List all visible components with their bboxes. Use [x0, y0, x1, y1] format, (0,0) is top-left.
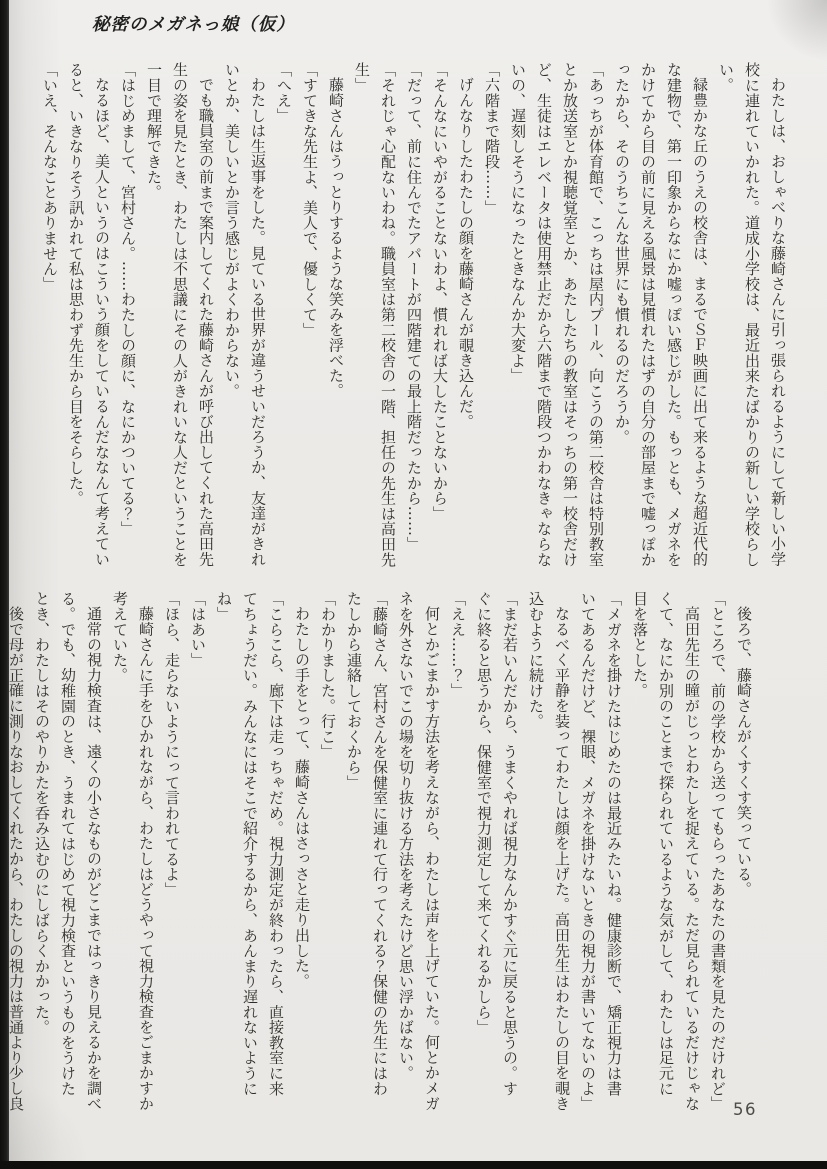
paragraph: 「だって、前に住んでたアパートが四階建ての最上階だったから……」 — [405, 62, 423, 552]
paragraph: 藤崎さんはうっとりするような笑みを浮べた。 — [327, 77, 345, 399]
paragraph: 「ところで、前の学校から送ってもらったあなたの書類を見たのだけれど」 — [709, 591, 727, 1112]
paragraph: 「いえ、そんなことありません」 — [41, 62, 59, 292]
paragraph: 緑豊かな丘のうえの校舎は、まるでＳＦ映画に出て来るような超近代的な建物で、第一印象からなにか嘘っぽい感じがした。もっとも、メガネをかけてから目の前に見える風景は見慣れたはずの自分の部屋まで嘘っぽかったから、そのうちこんな世界にも慣れるのだろうか。 — [613, 62, 709, 567]
paragraph: 「あっちが体育館で、こっちは屋内プール、向こうの第二校舎は特別教室とか放送室とか視聴覚室とか、あたしたちの教室はそっちの第一校舎だけど、生徒はエレベータは使用禁止だから六階まで階段つかわなきゃならないの、遅刻しそうになったときなんか大変よ」 — [509, 62, 605, 567]
paragraph: 「すてきな先生よ、美人で、優しくて」 — [301, 62, 319, 338]
paragraph: 「まだ若いんだから、うまくやれば視力なんかすぐ元に戻ると思うの。すぐに終ると思うから、保健室で視力測定して来てくれるかしら」 — [475, 591, 519, 1096]
paragraph: 「六階まで階段……」 — [483, 62, 501, 215]
paragraph: なるべく平静を装ってわたしは顔を上げた。高田先生はわたしの目を覗き込むように続けた。 — [527, 591, 571, 1111]
paragraph: 「はあい」 — [189, 591, 207, 668]
paragraph: 「へえ」 — [275, 62, 293, 124]
paragraph: 藤崎さんに手をひかれながら、わたしはどうやって視力検査をごまかすか考えていた。 — [111, 591, 155, 1111]
story-text-block-bottom — [3, 591, 757, 1111]
story-text-block-top — [37, 62, 791, 580]
paragraph: わたしは、おしゃべりな藤崎さんに引っ張られるようにして新しい小学校に連れていかれた。道成小学校は、最近出来たばかりの新しい学校らしい。 — [717, 62, 787, 567]
paragraph: でも職員室の前まで案内してくれた藤崎さんが呼び出してくれた高田先生の姿を見たとき、わたしは不思議にその人がきれいな人だということを一目で理解できた。 — [145, 62, 215, 567]
paragraph: 「それじゃ心配ないわね。職員室は第二校舎の一階、担任の先生は高田先生」 — [353, 62, 397, 567]
paragraph: 「こらこら、廊下は走っちゃだめ。視力測定が終わったら、直接教室に来てちょうだい。みんなにはそこで紹介するから、あんまり遅れないようにね」 — [215, 591, 285, 1096]
paragraph: 「ええ……？」 — [449, 591, 467, 699]
page-title: 秘密のメガネっ娘（仮） — [92, 15, 295, 35]
paragraph: 「そんなにいやがることないわよ、慣れれば大したことないから」 — [431, 62, 449, 521]
paragraph: 何とかごまかす方法を考えながら、わたしは声を上げていた。何とかメガネを外さないでこの場を切り抜ける方法を考えたけど思い浮かばない。 — [397, 591, 441, 1111]
scan-edge-bottom — [0, 1161, 827, 1169]
paragraph: なるほど、美人というのはこういう顔をしているんだななんて考えていると、いきなりそう訊かれて私は思わず先生から目をそらした。 — [67, 62, 111, 567]
paragraph: わたしは生返事をした。見ている世界が違うせいだろうか、友達がきれいとか、美しいとか言う感じがよくわからない。 — [223, 62, 267, 567]
page-number: 56 — [733, 1100, 757, 1119]
paragraph: 後で母が正確に測りなおしてくれたから、わたしの視力は普通より少し良 — [7, 606, 25, 1111]
paragraph: 通常の視力検査は、遠くの小さなものがどこまではっきり見えるかを調べる。でも、幼稚園のとき、うまれてはじめて視力検査というものをうけたとき、わたしはそのやりかたを呑み込むのにしばらくかかった。 — [33, 591, 103, 1111]
paragraph: 高田先生の瞳がじっとわたしを捉えている。ただ見られているだけじゃなくて、なにか別のことまで探られているような気がして、わたしは足元に目を落とした。 — [631, 591, 701, 1111]
paragraph: 後ろで、藤崎さんがくすくす笑っている。 — [735, 606, 753, 897]
paragraph: 「メガネを掛けたはじめたのは最近みたいね。健康診断で、矯正視力は書いてあるんだけど、裸眼、メガネを掛けないときの視力が書いてないのよ」 — [579, 591, 623, 1112]
paragraph: 「ほら、走らないようにって言われてるよ」 — [163, 591, 181, 897]
paragraph: 「わかりました。行こ」 — [319, 591, 337, 760]
paragraph: わたしの手をとって、藤崎さんはさっさと走り出した。 — [293, 606, 311, 989]
paragraph: げんなりしたわたしの顔を藤崎さんが覗き込んだ。 — [457, 77, 475, 429]
paragraph: 「はじめまして、宮村さん。……わたしの顔に、なにかついてる？」 — [119, 62, 137, 537]
paragraph: 「藤崎さん、宮村さんを保健室に連れて行ってくれる？保健の先生にはわたしから連絡しておくから」 — [345, 591, 389, 1096]
